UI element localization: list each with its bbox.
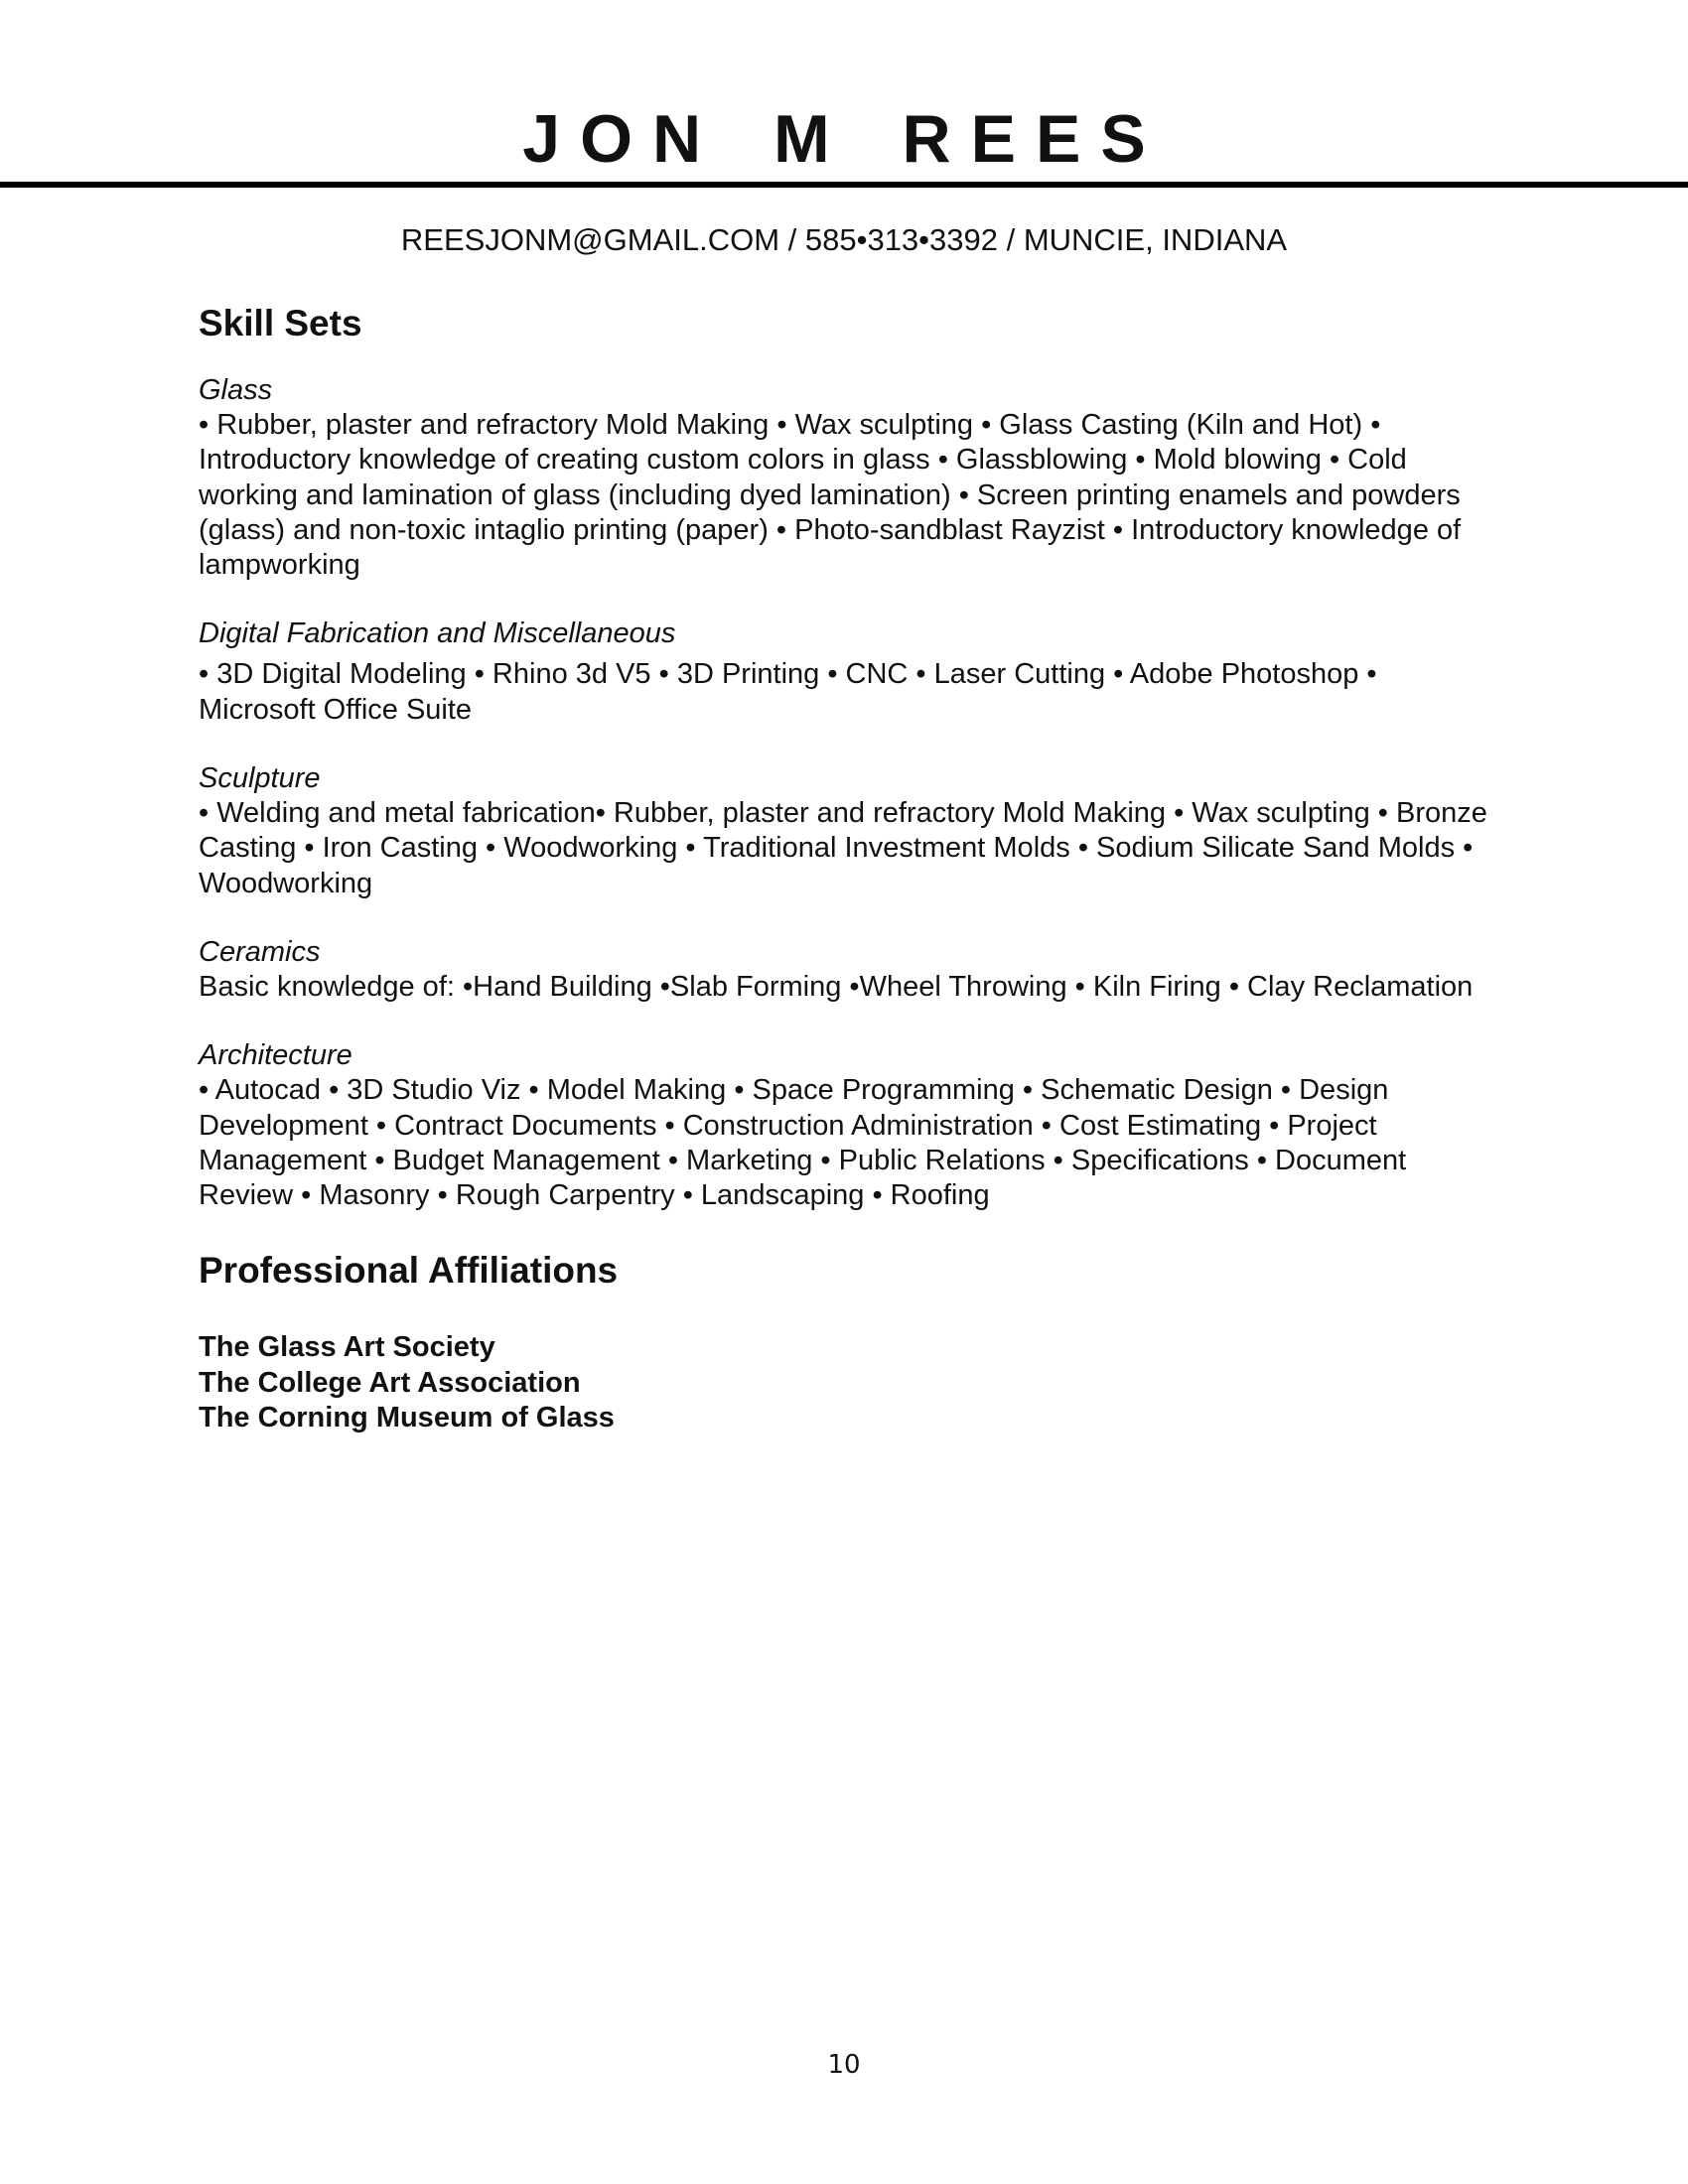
skill-sets-heading: Skill Sets — [199, 303, 362, 343]
affiliation-item: The Corning Museum of Glass — [199, 1402, 615, 1434]
skill-category-name: Glass — [199, 374, 273, 406]
skill-category-name: Digital Fabrication and Miscellaneous — [199, 617, 676, 650]
skill-category-architecture — [199, 1038, 1489, 1213]
affiliation-item: The Glass Art Society — [199, 1331, 495, 1364]
page-number: 10 — [827, 2050, 861, 2080]
affiliations-list — [199, 1330, 1489, 1435]
skill-category-sculpture — [199, 761, 1489, 901]
skill-category-text: • Rubber, plaster and refractory Mold Making • Wax sculpting • Glass Casting (Kiln and Hot) • Introductory knowledge of creating custom colors in glass • Glassblowing • Mold blowing • Cold working and lamination of glass (including dyed lamination) • Screen printing enamels and powders (glass) and non-toxic intaglio printing (paper) • Photo-sandblast Rayzist • Introductory knowledge of lampworking — [199, 409, 1462, 582]
skill-category-text: • Welding and metal fabrication• Rubber, plaster and refractory Mold Making • Wax sculpting • Bronze Casting • Iron Casting • Woodworking • Traditional Investment Molds • Sodium Silicate Sand Molds • Woodworking — [199, 797, 1487, 899]
skill-category-text: • Autocad • 3D Studio Viz • Model Making • Space Programming • Schematic Design • Design Development • Contract Documents • Construction Administration • Cost Estimating • Project Management • Budget Management • Marketing • Public Relations • Specifications • Document Review • Masonry • Rough Carpentry • Landscaping • Roofing — [199, 1074, 1407, 1212]
skill-category-text: • 3D Digital Modeling • Rhino 3d V5 • 3D Printing • CNC • Laser Cutting • Adobe Photoshop • Microsoft Office Suite — [199, 658, 1377, 726]
skill-category-text: Basic knowledge of: •Hand Building •Slab Forming •Wheel Throwing • Kiln Firing • Clay Reclamation — [199, 970, 1474, 1003]
header-divider — [0, 182, 1688, 188]
skill-category-digital-fabrication — [199, 616, 1489, 728]
skill-category-name: Architecture — [199, 1039, 352, 1072]
contact-line: REESJONM@GMAIL.COM / 585•313•3392 / MUNCIE, INDIANA — [400, 222, 1288, 257]
skill-category-name: Sculpture — [199, 762, 321, 795]
skill-category-name: Ceramics — [199, 935, 321, 968]
resume-body — [199, 300, 1489, 1435]
professional-affiliations-heading: Professional Affiliations — [199, 1250, 619, 1292]
resume-name: JON M REES — [522, 101, 1166, 177]
skill-category-glass — [199, 373, 1489, 583]
skill-category-ceramics — [199, 935, 1489, 1005]
affiliation-item: The College Art Association — [199, 1366, 581, 1399]
